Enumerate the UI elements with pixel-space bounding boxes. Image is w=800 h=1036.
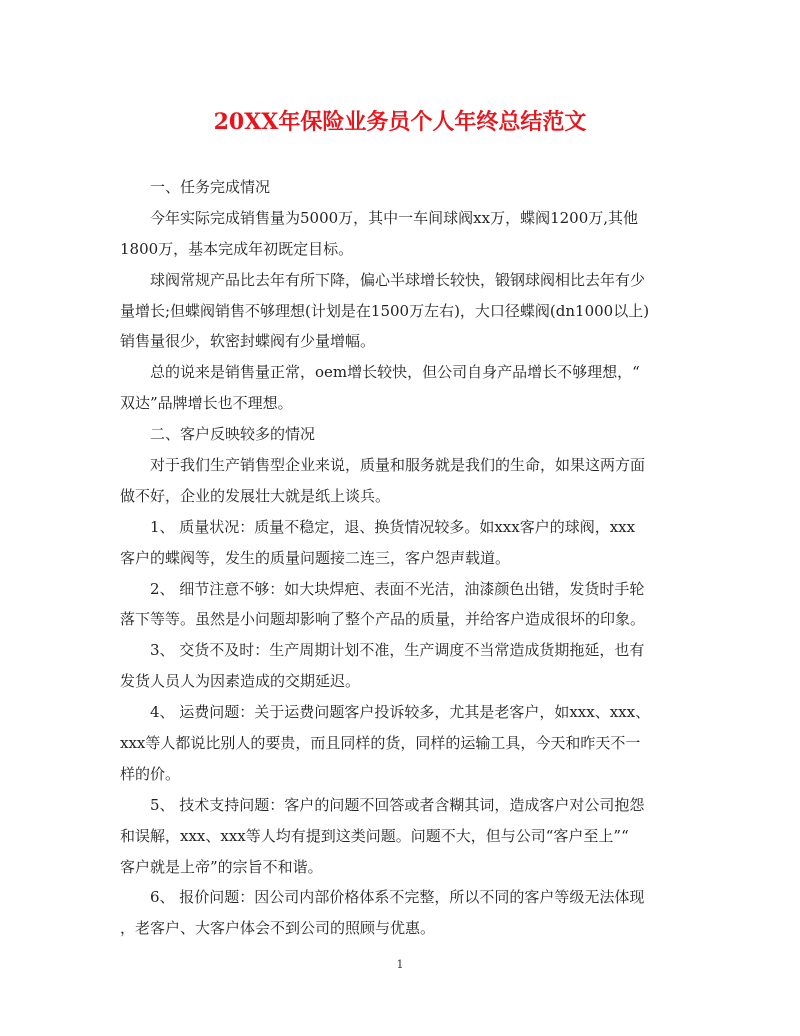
document-body	[120, 172, 682, 944]
text-line: 总的说来是销售量正常，oem增长较快，但公司自身产品增长不够理想，“	[150, 363, 640, 382]
text-line: 量增长;但蝶阀销售不够理想(计划是在1500万左右)，大口径蝶阀(dn1000以上)	[120, 301, 650, 320]
paragraph	[120, 697, 682, 790]
text-line: 对于我们生产销售型企业来说，质量和服务就是我们的生命，如果这两方面	[150, 456, 646, 475]
text-line: 和误解，xxx、xxx等人均有提到这类问题。问题不大，但与公司“客户至上”“	[120, 826, 629, 845]
text-line: 今年实际完成销售量为5000万，其中一车间球阀xx万，蝶阀1200万,其他	[150, 208, 639, 227]
text-line: 客户就是上帝”的宗旨不和谐。	[120, 857, 323, 876]
text-line: 4、 运费问题：关于运费问题客户投诉较多，尤其是老客户，如xxx、xxx、	[150, 703, 651, 722]
paragraph	[120, 512, 682, 574]
page-number: 1	[396, 958, 404, 971]
text-line: 发货人员人为因素造成的交期延迟。	[120, 672, 361, 691]
text-line: 1、 质量状况：质量不稳定，退、换货情况较多。如xxx客户的球阀，xxx	[150, 517, 636, 536]
text-line: 双达”品牌增长也不理想。	[120, 394, 293, 413]
text-line: 二、客户反映较多的情况	[150, 425, 316, 444]
text-line: 2、 细节注意不够：如大块焊疤、表面不光洁，油漆颜色出错，发货时手轮	[150, 579, 645, 598]
text-line: ，老客户、大客户体会不到公司的照顾与优惠。	[120, 919, 436, 938]
text-line: 客户的蝶阀等，发生的质量问题接二连三，客户怨声载道。	[120, 548, 511, 567]
text-line: 落下等等。虽然是小问题却影响了整个产品的质量，并给客户造成很坏的印象。	[120, 610, 646, 629]
text-line: 3、 交货不及时：生产周期计划不准，生产调度不当常造成货期拖延，也有	[150, 641, 645, 660]
paragraph	[120, 790, 682, 883]
text-line: 5、 技术支持问题：客户的问题不回答或者含糊其词，造成客户对公司抱怨	[150, 795, 645, 814]
text-line: 6、 报价问题：因公司内部价格体系不完整，所以不同的客户等级无法体现	[150, 888, 645, 907]
text-line: 球阀常规产品比去年有所下降，偏心半球增长较快，锻钢球阀相比去年有少	[150, 270, 646, 289]
paragraph	[120, 172, 682, 203]
paragraph	[120, 574, 682, 636]
text-line: 样的价。	[120, 764, 181, 783]
paragraph	[120, 357, 682, 419]
text-line: 销售量很少，软密封蝶阀有少量增幅。	[120, 332, 376, 351]
text-line: 1800万，基本完成年初既定目标。	[120, 239, 354, 258]
paragraph	[120, 419, 682, 450]
paragraph	[120, 635, 682, 697]
text-line: xxx等人都说比别人的要贵，而且同样的货，同样的运输工具，今天和昨天不一	[120, 734, 641, 753]
paragraph	[120, 203, 682, 265]
text-line: 一、任务完成情况	[150, 178, 271, 196]
paragraph	[120, 882, 682, 944]
document-title: 20XX年保险业务员个人年终总结范文	[213, 109, 587, 135]
paragraph	[120, 450, 682, 512]
text-line: 做不好，企业的发展壮大就是纸上谈兵。	[120, 486, 391, 505]
paragraph	[120, 265, 682, 358]
